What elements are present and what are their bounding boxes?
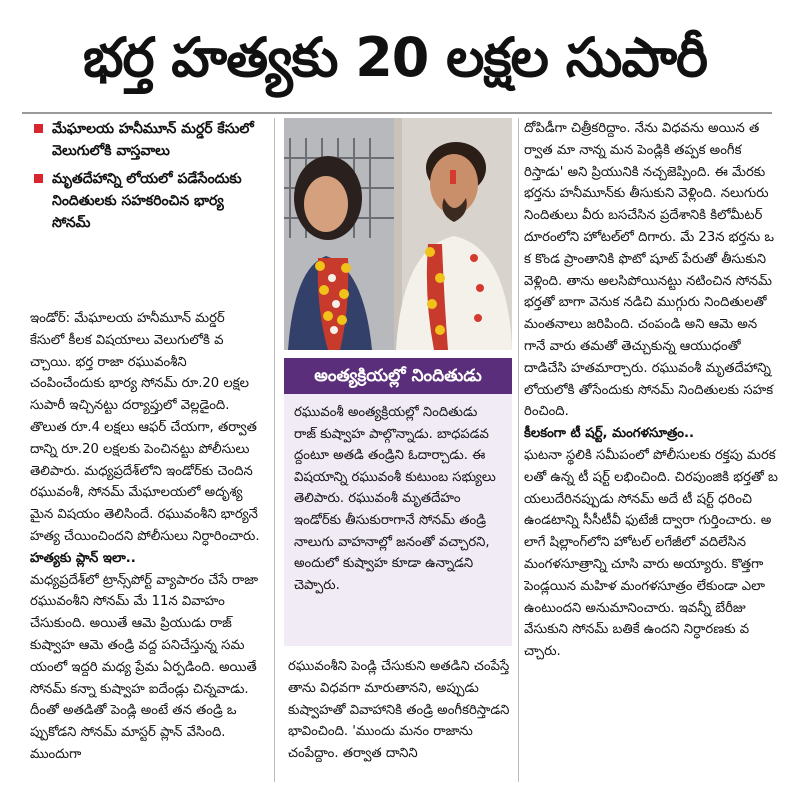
body-paragraph: దోపిడీగా చిత్రీకరిద్దాం. నేను విధవను అయిన తర్వాత మా నాన్న మన పెండ్లికి తప్పక అంగీకరిస్తాడు' అని ప్రియునికి నచ్చజెప్పింది. ఈ మేరకు భర్తను హనీమూన్‌కు తీసుకుని వెళ్లింది. నలుగురు నిందితులు వీరు బసచేసిన ప్రదేశానికి కిలోమీటర్ దూరంలోని హోటల్‌లో దిగారు. మే 23న భర్తను ఒక కొండ ప్రాంతానికి ఫొటో షూట్ పేరుతో తీసుకుని వెళ్లింది. తాను అలసిపోయినట్టు నటించిన సోనమ్ భర్తతో బాగా వెనుక నడిచి ముగ్గురు నిందితులతో మంతనాలు జరిపింది. చంపండి అని ఆమె అనగానే వారు తమతో తెచ్చుకున్న ఆయుధంతో దాడిచేసి హతమార్చారు. రఘువంశీ మృతదేహాన్ని లోయలోకి తోసేందుకు సోనమ్ నిందితులకు సహకరించింది. — [524, 121, 775, 420]
summary-bullet — [30, 118, 262, 162]
body-paragraph: రఘువంశీని పెండ్లి చేసుకుని అతడిని చంపేస్తే తాను విధవగా మారుతానని, అప్పుడు కుష్వాహతో వివాహానికి తండ్రి అంగీకరిస్తాడని భావించింది. 'ముందు మనం రాజాను చంపేద్దాం. తర్వాత దానిని — [288, 659, 510, 762]
bullet-square-icon — [34, 124, 43, 133]
column-3 — [524, 118, 778, 782]
headline-rule — [22, 112, 772, 114]
headline: భర్త హత్యకు 20 లక్షల సుపారీ — [82, 26, 708, 89]
sidebox-text: రఘువంశీ అంత్యక్రియల్లో నిందితుడు రాజ్ కుష్వాహ పాల్గొన్నాడు. బాధపడవద్దంటూ అతడి తండ్రిని ఓదార్చాడు. ఈ విషయాన్ని రఘువంశీ కుటుంబ సభ్యులు తెలిపారు. రఘువంశీ మృతదేహం ఇండోర్‌కు తీసుకురాగానే సోనమ్ తండ్రి నాలుగు వాహనాల్లో జనంతో వచ్చారని, అందులో కుష్వాహ కూడా ఉన్నాడని చెప్పారు. — [294, 405, 496, 593]
column-2-continuation — [288, 656, 514, 782]
bullet-text: మృతదేహాన్ని లోయలో పడేసేందుకు నిందితులకు సహకరించిన భార్య సోనమ్ — [52, 171, 242, 231]
body-paragraph: మధ్యప్రదేశ్‌లో ట్రాన్స్‌పోర్ట్ వ్యాపారం చేసే రాజా రఘువంశీని సోనమ్ మే 11న వివాహం చేసుకుంది. అయితే ఆమె ప్రియుడు రాజ్ కుష్వాహ ఆమె తండ్రి వద్ద పనిచేస్తున్న సమయంలో ఇద్దరి మధ్య ప్రేమ ఏర్పడింది. అయితే సోనమ్ కన్నా కుష్వాహ ఐదేండ్లు చిన్నవాడు. దీంతో అతడితో పెండ్లి అంటే తన తండ్రి ఒప్పుకోడని సోనమ్ మాస్టర్ ప్లాన్ వేసింది. ముందుగా — [30, 572, 259, 762]
sidebox — [284, 394, 512, 646]
subheading-plan: హత్యకు ప్లాన్ ఇలా.. — [30, 550, 136, 566]
summary-bullets — [30, 118, 262, 240]
column-1 — [30, 308, 262, 782]
summary-bullet — [30, 168, 262, 234]
couple-photo — [284, 118, 512, 350]
subheading-evidence: కీలకంగా టీ షర్ట్, మంగళసూత్రం.. — [524, 426, 695, 442]
sidebox-title: అంత్యక్రియల్లో నిందితుడు — [284, 358, 512, 394]
lead-paragraph: ఇండోర్: మేఘాలయ హనీమూన్ మర్డర్ కేసులో కీలక విషయాలు వెలుగులోకి వచ్చాయి. భర్త రాజా రఘువంశీని చంపించేందుకు భార్య సోనమ్ రూ.20 లక్షల సుపారీ ఇచ్చినట్టు దర్యాప్తులో వెల్లడైంది. తొలుత రూ.4 లక్షలు ఆఫర్ చేయగా, తర్వాత దాన్ని రూ.20 లక్షలకు పెంచినట్టు పోలీసులు తెలిపారు. మధ్యప్రదేశ్‌లోని ఇండోర్‌కు చెందిన రఘువంశీ, సోనమ్ మేఘాలయలో అదృశ్యమైన విషయం తెలిసిందే. రఘువంశీని భార్యనే హత్య చేయించిందని పోలీసులు నిర్ధారించారు. — [30, 311, 260, 544]
column-divider — [518, 118, 519, 782]
column-divider — [274, 118, 275, 782]
bullet-text: మేఘాలయ హనీమూన్ మర్డర్ కేసులో వెలుగులోకి వాస్తవాలు — [52, 121, 254, 159]
bullet-square-icon — [34, 174, 43, 183]
body-paragraph: ఘటనా స్థలికి సమీపంలో పోలీసులకు రక్తపు మరకలతో ఉన్న టీ షర్ట్ లభించింది. చిరపుంజికి భర్తతో బయలుదేరినప్పుడు సోనమ్ అదే టీ షర్ట్ ధరించి ఉండటాన్ని సీసీటీవీ ఫుటేజీ ద్వారా గుర్తించారు. అలాగే షిల్లాంగ్‌లోని హోటల్ లగేజీలో వదిలేసిన మంగళసూత్రాన్ని చూసి వారు అయ్యారు. కొత్తగా పెండ్లయిన మహిళ మంగళసూత్రం లేకుండా ఎలా ఉంటుందని అనుమానించారు. ఇవన్నీ బేరీజు వేసుకుని సోనమ్ బతికే ఉందని నిర్ధారణకు వచ్చారు. — [524, 447, 778, 660]
